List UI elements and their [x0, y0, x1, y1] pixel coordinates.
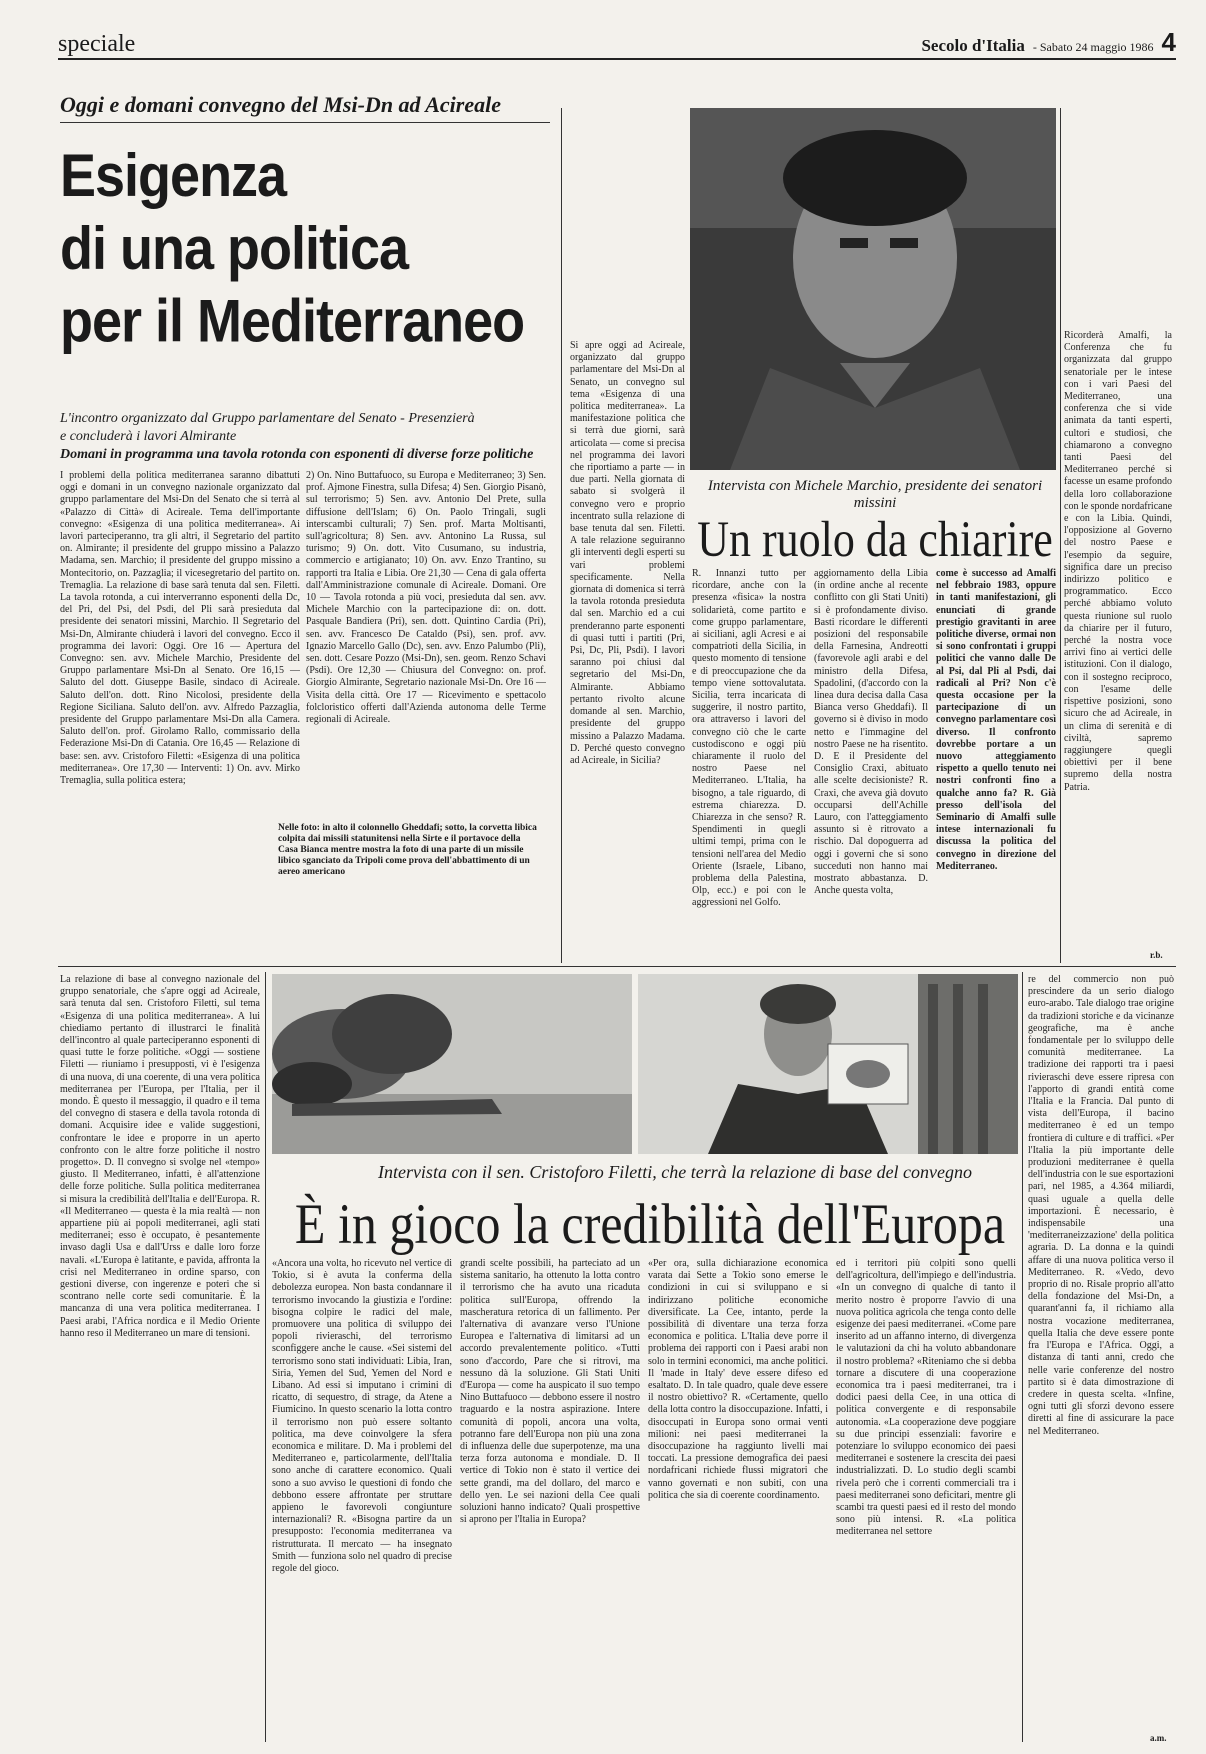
section-divider: [58, 966, 1176, 967]
article1-column-2: 2) On. Nino Buttafuoco, su Europa e Mediterraneo; 3) Sen. prof. Ajmone Finestra, sulla Difesa; 4) Sen. Giorgio Pisanò, sul terrorismo; 5) Sen. avv. Antonio Del Prete, sulla diffusione dell'Islam; 6) On. Paolo Tringali, sugli interscambi culturali; 7) Sen. prof. Marta Moltisanti, sull'agricoltura; 8) Sen. avv. Antonino La Russa, sul turismo; 9) On. dott. Vito Cusumano, su industria, commercio e artigianato; 10) On. avv. Enzo Trantino, su rapporti tra Italia e Libia. Ore 21,30 — Cena di gala offerta dall'Amministrazione comunale di Acireale. Domani. Ore 10 — Tavola rotonda a più voci, presieduta dal sen. avv. Michele Marchio con la partecipazione di: on. dott. Pasquale Bandiera (Pri), sen. dott. Quintino Cardia (Pri), sen. avv. Francesco De Cataldo (Psi), sen. prof. avv. Ignazio Marcello Gallo (Dc), sen. avv. Enzo Palumbo (Pli), sen. dott. Cesare Pozzo (Msi-Dn), sen. geom. Renzo Schavi (Psdi). Ore 12,30 — Chiusura del Convegno: on. prof. Giorgio Almirante, Segretario nazionale Msi-Dn. Ore 16 — Visita della città. Ore 17 — Ricevimento e spettacolo folcloristico offerti dall'Azienda autonoma delle Terme regionali di Acireale.: [306, 470, 546, 726]
masthead: [921, 27, 1176, 58]
article3-column-3: «Per ora, sulla dichiarazione economica varata dai Sette a Tokio sono emerse le condizioni in cui si sviluppano e si indirizzano politiche economiche diversificate. La Cee, intanto, perde la possibilità di diventare una terza forza economica e politica. L'Italia deve porre il problema dei rapporti con i Paesi arabi non solo in termini economici, ma anche politici. Il 'made in Italy' deve essere difeso ed esaltato. D. In tale quadro, quale deve essere il nostro obiettivo? R. «Certamente, quello della lotta contro la disoccupazione. Infatti, i disoccupati in Europa sono ormai venti milioni: nei paesi mediterranei la disoccupazione ha raggiunto livelli mai toccati. La pressione demografica dei paesi nordafricani richiede flussi migratori che vanno governati e non subiti, con una politica che sia di coerente coordinamento.: [648, 1258, 828, 1501]
subhead-line: Domani in programma una tavola rotonda con esponenti di diverse forze politiche: [60, 447, 534, 463]
column-rule: [1060, 108, 1061, 963]
marchio-portrait-photo: [690, 108, 1056, 470]
column-rule: [561, 108, 562, 963]
article3-signature: a.m.: [1150, 1733, 1167, 1743]
newspaper-name: Secolo d'Italia: [921, 36, 1025, 55]
article2-column-c: come è successo ad Amalfi nel febbraio 1983, oppure in tanti manifestazioni, gli enunciati di grande prestigio gravitanti in aree politiche diverse, ormai non si sono confrontati i gruppi politici che vanno dalle De al Psi, dal Pli al Psdi, dai radicali al Pri? Non c'è questa occasione per la partecipazione di un convegno parlamentare così diverso. Il confronto dovrebbe portare a un nuovo atteggiamento rispetto a quello tenuto nei nostri confronti fino a qualche anno fa? R. Già presso dell'isola del Seminario di Amalfi sulle intese internazionali fu discussa la politica del convegno in direzione del Mediterraneo.: [936, 568, 1056, 872]
white-house-spokesman-photo: [638, 974, 1018, 1154]
article3-column-4: ed i territori più colpiti sono quelli dell'agricoltura, dell'impiego e dell'industria. «In un convegno di qualche di tanto il merito nostro è proporre l'avvio di una nuova politica agricola che tenga conto delle esigenze dei paesi mediterranei. «Come pare inserito ad un affanno interno, di divergenza le valutazioni da chi ha voluto abbandonare il nostro problema? «Riteniamo che si debba tornare a discutere di una cooperazione economica tra i paesi mediterranei, tra i dodici paesi della Cee, in una ottica di politica convergente e di responsabile autonomia. «La cooperazione deve poggiare su due principi essenziali: favorire e potenziare lo sviluppo economico dei paesi mediterranei e sostenere la crescita dei paesi industrializzati. D. Lo studio degli scambi rivela però che i correnti commerciali tra i paesi mediterranei sono deficitari, mentre gli scambi tra questi paesi ed il resto del mondo sono più intensi. R. «La politica mediterranea nel settore: [836, 1258, 1016, 1538]
subhead-line: L'incontro organizzato dal Gruppo parlamentare del Senato - Presenzierà: [60, 411, 475, 426]
article2-column-a: R. Innanzi tutto per ricordare, anche con la presenza «fisica» la nostra solidarietà, come partito e come gruppo parlamentare, ai siciliani, agli Acresi e ai compatrioti della Sicilia, in questo momento di tensione e di preoccupazione che da tempo viene sottovalutata. Sicilia, terra incaricata di suggerire, il nostro partito, ora attraverso i lavori del convegno ciò che le carte custodiscono e oggi più chiaramente il ruolo del nostro Paese nel Mediterraneo. L'Italia, ha bisogno, a tale riguardo, di estrema chiarezza. D. Chiarezza in che senso? R. Spendimenti in quegli ultimi tempi, prima con le tensioni nell'area del Medio Oriente (Israele, Libano, problema della Palestina, Olp, ecc.) e poi con le aggressioni nel Golfo.: [692, 568, 806, 909]
article3-headline: È in gioco la credibilità dell'Europa: [294, 1191, 1006, 1256]
article3-column-1: «Ancora una volta, ho ricevuto nel vertice di Tokio, si è avuta la conferma della debolezza europea. Non basta condannare il terrorismo invocando la giustizia e l'ordine: bisogna colpire le radici del male, promuovere una politica di sviluppo dei popoli rivieraschi, del terrorismo sconfiggere anche le cause. «Sei sistemi del terrorismo sono stati individuati: Libia, Iran, Siria, Yemen del Sud, Yemen del Nord e Libano. Ad essi si imputano i crimini di ricatto, di sequestro, di strage, da Atene a Fiumicino. In questo scenario la lotta contro il terrorismo non può essere soltanto politica, ma deve coinvolgere la sfera economica e militare. D. Ma i problemi del Mediterraneo e, particolarmente, dell'Italia sono anche di carattere economico. Quali sono a suo avviso le questioni di fondo che debbono essere affrontate per struttare appieno le favorevoli congiunture internazionali? R. «Bisogna partire da un presupposto: l'economia mediterranea va ristrutturata. Il mercato — ha insegnato Smith — funziona solo nel quadro di precise regole del gioco.: [272, 1258, 452, 1575]
article3-left-column: La relazione di base al convegno nazionale del gruppo senatoriale, che s'apre oggi ad Acireale, sarà tenuta dal sen. Cristoforo Filetti, sul tema «Esigenza di una politica mediterranea». A lui chiediamo pertanto di illustrarci le finalità dell'incontro al quale parteciperanno esponenti di quasi tutte le forze politiche. «Oggi — sostiene Filetti — riuniamo i presupposti, vi è l'esigenza di una nuova, di una coerente, di una vera politica mediterranea per l'Europa, per l'Italia, per il mondo. È questo il messaggio, il quadro e il tema del convegno di stasera e della tavola rotonda di domani. Acquisire idee e valide suggestioni, confrontare le idee e proporre in un aperto confronto con le altre forze politiche il nostro progetto». D. Il convegno si svolge nel «tempo» giusto. Il Mediterraneo, infatti, è all'attenzione delle forze politiche. Sulla politica mediterranea si misura la credibilità dell'Italia e dell'Europa. R. «Il Mediterraneo — questa è la mia realtà — non appartiene più ai popoli mediterranei, agli stati mediterranei; esso è occupato, è pesantemente invaso dagli Usa e dall'Urss e dalle loro forze navali. «L'Europa è latitante, e pavida, affronta la crisi nel Mediterraneo in ordine sparso, con gestioni diverse, con ingerenze e poteri che si scontrano nelle corte sedi comunitarie. È la mancanza di una vera politica mediterranea. I Paesi arabi, l'Africa nordica e il Medio Oriente hanno reso il Mediterraneo un mare di tensioni.: [60, 974, 260, 1339]
headline-line: Esigenza: [60, 142, 287, 210]
article2-intro: Si apre oggi ad Acireale, organizzato dal gruppo parlamentare del Msi-Dn al Senato, un convegno sul tema «Esigenza di una politica mediterranea». La manifestazione politica che si terrà due giorni, sarà articolata — come si precisa nel programma dei lavori che riportiamo a parte — in due parti. Nella giornata di sabato si svolgerà il convegno vero e proprio incentrato sulla relazione di base tenuta dal sen. Filetti. A tale relazione seguiranno gli interventi degli esperti su vari problemi specificamente. Nella giornata di domenica si terrà la tavola rotonda presieduta dal sen. Marchio ed a cui prenderanno parte esponenti di quasi tutti i partiti (Pri, Psi, Dc, Pli, Psdi). I lavori saranno poi chiusi dal segretario del Msi-Dn, Almirante. Abbiamo pertanto rivolto alcune domande al sen. Marchio, presidente del gruppo missino a Palazzo Madama. D. Perché questo convegno ad Acireale, in Sicilia?: [570, 340, 685, 766]
headline-line: per il Mediterraneo: [60, 287, 525, 355]
article1-column-1: I problemi della politica mediterranea saranno dibattuti oggi e domani in un convegno nazionale organizzato dal gruppo parlamentare del Msi-Dn del Senato che si terrà al «Palazzo di Città» di Acireale. Tema dell'importante convegno: «Esigenza di una politica mediterranea». Ai lavori parteciperanno, tra gli altri, il Segretario del partito on. Almirante; il presidente del gruppo missino a Palazzo Madama, sen. Marchio; il presidente del gruppo missino a Montecitorio, on. Pazzaglia; il vicesegretario del partito on. Tremaglia. La relazione di base sarà tenuta dal sen. Filetti. La tavola rotonda, a cui interverranno esponenti della Dc, del Pri, del Psi, del Psdi, del Pli sarà presieduta dal presidente dei senatori missini, Marchio. Il Segretario del Msi-Dn, Almirante chiuderà i lavori del convegno. Ecco il programma dei lavori: Oggi. Ore 16 — Apertura del Convegno: sen. avv. Michele Marchio, Presidente del Gruppo parlamentare Msi-Dn al Senato. Ore 16,15 — Saluto del dott. Giuseppe Basile, sindaco di Acireale. Saluto dell'on. dott. Rino Nicolosi, presidente della Regione Siciliana. Saluto dell'on. avv. Alfredo Pazzaglia, presidente del Gruppo parlamentare Msi-Dn alla Camera. Saluto dell'on. prof. Girolamo Rallo, commissario della Federazione Msi-Dn di Catania. Ore 16,45 — Relazione di base: sen. avv. Cristoforo Filetti: «Esigenza di una politica mediterranea». Ore 17,30 — Interventi: 1) On. avv. Mirko Tremaglia, sulla politica estera;: [60, 470, 300, 787]
photo-caption: Nelle foto: in alto il colonnello Gheddafi; sotto, la corvetta libica colpita dai missili statunitensi nella Sirte e il portavoce della Casa Bianca mentre mostra la foto di una parte di un missile libico sganciato da Tripoli come prova dell'abbattimento di un aereo americano: [278, 823, 537, 877]
portrait-image: [690, 108, 1056, 470]
headline-line: di una politica: [60, 214, 409, 283]
article3-column-2: grandi scelte possibili, ha parteciato ad un sistema sanitario, ha ottenuto la lotta contro il terrorismo che ha avuto una ricaduta politica sull'Europa, offrendo la mascheratura retorica di un fallimento. Per l'alternativa di avanzare verso l'Unione Europea e l'alternativa di limitarsi ad un accordo prevalentemente politico. «Tutti sono d'accordo, Pare che si ritrovi, ma nessuno dà la soluzione. Gli Stati Uniti d'Europa — come ha auspicato il suo tempo Nino Buttafuoco — debbono essere il nostro traguardo e la nostra aspirazione. Intere comunità di popoli, ancora una volta, potranno fare dell'Europa non più una zona di influenza delle due superpotenze, ma una terza forza autonoma e mondiale. D. Il vertice di Tokio non è stato il vertice dei sette grandi, ma del dollaro, del marco e dello yen. Le sei nazioni della Cee quali soluzioni hanno indicato? Quali prospettive si aprono per l'Italia in Europa?: [460, 1258, 640, 1526]
column-rule: [1022, 972, 1023, 1742]
spokesman-image: [638, 974, 1018, 1154]
article3-right-column: re del commercio non può prescindere da un serio dialogo euro-arabo. Tale dialogo trae origine da tradizioni storiche e da vicinanze geografiche, ma è anche fondamentale per lo sviluppo delle comunità mediterranee. La tradizione dei rapporti tra i paesi rivieraschi deve essere ripresa con l'apporto di grandi entità come l'Italia e la Francia. Dal punto di vista dell'Europa, il bacino mediterraneo è ed un tempo frontiera di culture e di traffici. «Per l'Italia la più importante delle produzioni mediterranee è quella dell'industria con le sue esportazioni pari, nel 1985, a 4.364 miliardi, quasi uguale a quella delle importazioni. È necessario, è indispensabile una 'mediterraneizzazione' della politica agraria. D. La donna e la quindi affare di una nuova politica verso il Mediterraneo. R. «Vedo, devo proprio di no. Risale proprio all'atto della fondazione del Msi-Dn, a quarant'anni fa, il richiamo alla nostra vocazione mediterranea, quella Italia che deve essere ponte fra l'Europa e l'Africa. Oggi, a distanza di tanti anni, credo che nelle varie conferenze del nostro partito si è data dimostrazione di credere in questa scelta. «Infine, ogni tutti gli sforzi devono essere diretti al fine di assicurare la pace nel Mediterraneo.: [1028, 974, 1174, 1437]
corvette-photo: [272, 974, 632, 1154]
column-rule: [265, 972, 266, 1742]
article1-subhead: [60, 410, 550, 465]
article3-caption: Intervista con il sen. Cristoforo Filetti, che terrà la relazione di base del convegno: [377, 1162, 973, 1182]
page-number: 4: [1161, 27, 1176, 57]
issue-date: - Sabato 24 maggio 1986: [1032, 40, 1154, 54]
article1-kicker: Oggi e domani convegno del Msi-Dn ad Acireale: [60, 92, 550, 123]
article2-headline: Un ruolo da chiarire: [697, 511, 1053, 568]
section-label: speciale: [58, 31, 136, 57]
subhead-line: e concluderà i lavori Almirante: [60, 429, 237, 445]
article1-headline: [60, 140, 560, 358]
article2-signature: r.b.: [1150, 950, 1163, 960]
corvette-smoke-image: [272, 974, 632, 1154]
article2-column-d: Ricorderà Amalfi, la Conferenza che fu organizzata dal gruppo senatoriale per le intese con i vari Paesi del Mediterraneo, una conferenza che si vide animata da tanti esperti, cultori e studiosi, che chiamarono a convegno tanti Paesi del Mediterraneo perché si facesse un esame profondo della loro collaborazione con le sponde nordafricane e con la Libia. Quindi, l'opposizione al Governo del nostro Paese e l'esempio da seguire, significa dare un preciso indirizzo politico e programmatico. Ecco perché abbiamo voluto questa riunione sul ruolo da chiarire per il futuro, perché la nostra voce arrivi fino ai vertici delle istituzioni. Con il dialogo, con il sostegno reciproco, con l'esame delle rispettive posizioni, sono sicuro che ad Acireale, in un clima di serenità e di civiltà, sapremo raggiungere quegli obiettivi per il bene supremo della nostra Patria.: [1064, 330, 1172, 793]
page-header: [58, 28, 1176, 60]
article2-column-b: aggiornamento della Libia (in ordine anche al recente conflitto con gli Stati Uniti) si è profondamente diviso. Basti ricordare le differenti posizioni del responsabile della Farnesina, Andreotti (favorevole agli arabi e del ministro della Difesa, Spadolini, (d'accordo con la linea dura decisa dalla Casa Bianca verso Gheddafi). Il governo si è diviso in modo netto e l'immagine del nostro Paese ne ha risentito. D. E il Presidente del Consiglio Craxi, abituato alle scelte decisioniste? R. Craxi, che aveva già dovuto occuparsi dell'Achille Lauro, con l'atteggiamento assunto si è ritrovato a rischio. Dal dopoguerra ad oggi i governi che si sono succeduti non hanno mai mostrato abbastanza. D. Anche questa volta,: [814, 568, 928, 897]
article2-caption: Intervista con Michele Marchio, presidente dei senatori missini: [707, 478, 1043, 511]
